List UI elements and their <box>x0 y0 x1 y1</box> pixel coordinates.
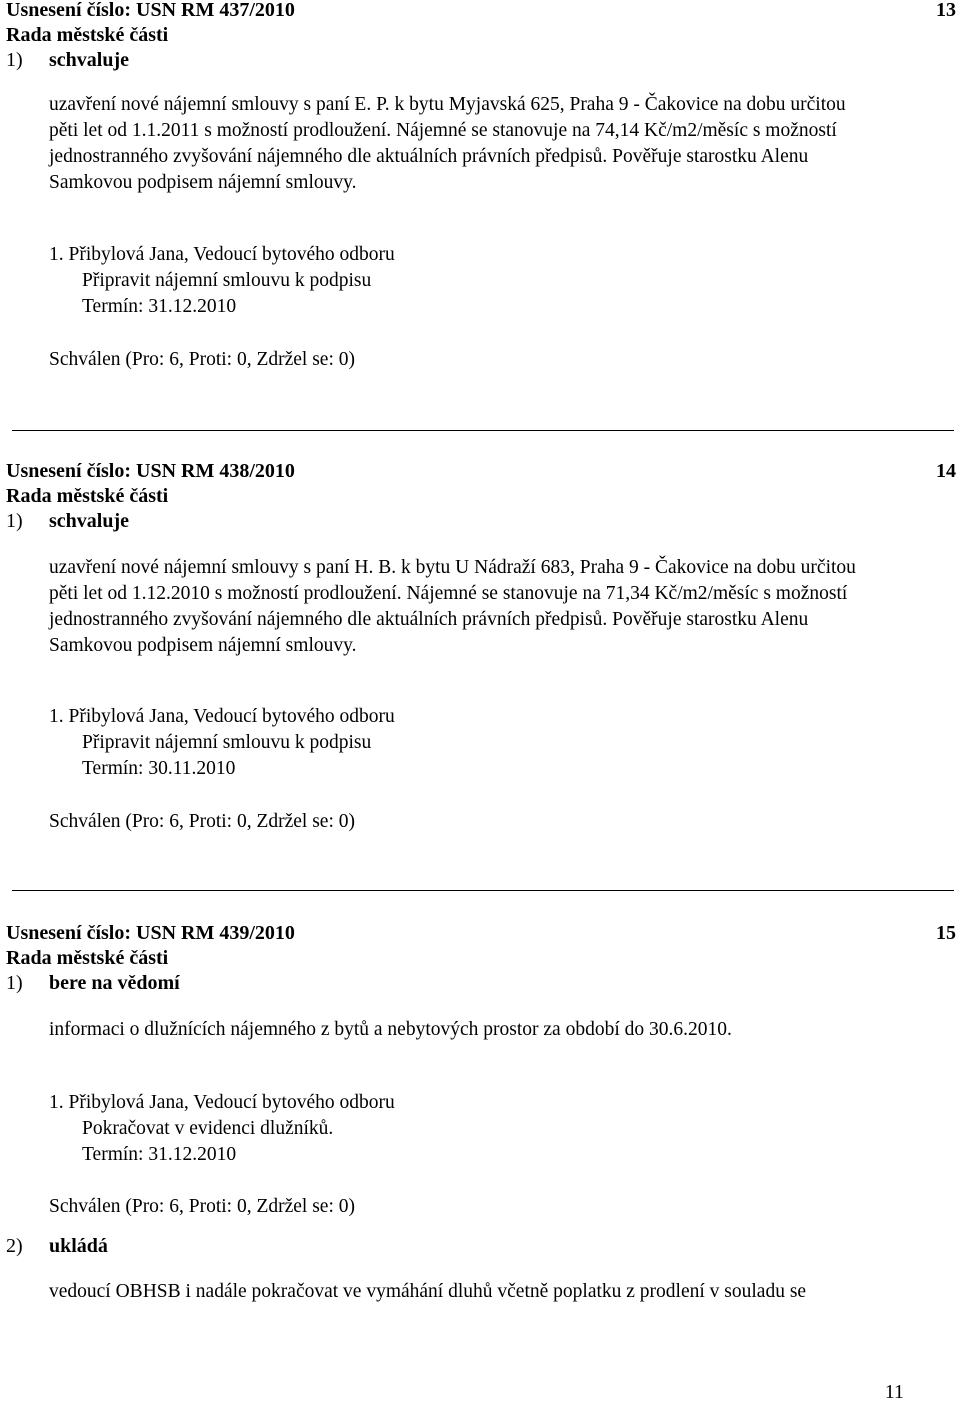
task-deadline: Termín: 31.12.2010 <box>82 296 237 317</box>
text-line: jednostranného zvyšování nájemného dle aktuálních právních předpisů. Pověřuje starostku Alenu <box>49 609 809 630</box>
item-text <box>49 92 846 196</box>
item-verb: ukládá <box>49 1235 108 1257</box>
item-number: 1) <box>6 972 23 994</box>
task-action: Pokračovat v evidenci dlužníků. <box>82 1118 334 1139</box>
council-label: Rada městské části <box>6 485 169 507</box>
task-person: 1. Přibylová Jana, Vedoucí bytového odboru <box>49 706 395 727</box>
text-line: uzavření nové nájemní smlouvy s paní H. B. k bytu U Nádraží 683, Praha 9 - Čakovice na dobu určitou <box>49 557 856 578</box>
item-number: 1) <box>6 49 23 71</box>
resolution-title: Usnesení číslo: USN RM 438/2010 <box>6 460 295 482</box>
item-text <box>49 1017 732 1043</box>
resolution-title: Usnesení číslo: USN RM 437/2010 <box>6 0 295 21</box>
resolution-number: 14 <box>936 460 956 482</box>
vote-result: Schválen (Pro: 6, Proti: 0, Zdržel se: 0) <box>49 811 355 832</box>
text-line: pěti let od 1.12.2010 s možností prodloužení. Nájemné se stanovuje na 71,34 Kč/m2/měsíc s možností <box>49 583 848 604</box>
page-number: 11 <box>884 1381 904 1403</box>
text-line: pěti let od 1.1.2011 s možností prodloužení. Nájemné se stanovuje na 74,14 Kč/m2/měsíc s možností <box>49 120 837 141</box>
task-person: 1. Přibylová Jana, Vedoucí bytového odboru <box>49 1092 395 1113</box>
item-number: 1) <box>6 510 23 532</box>
task-action: Připravit nájemní smlouvu k podpisu <box>82 270 372 291</box>
council-label: Rada městské části <box>6 24 169 46</box>
text-line: Samkovou podpisem nájemní smlouvy. <box>49 635 357 656</box>
council-label: Rada městské části <box>6 947 169 969</box>
text-line: jednostranného zvyšování nájemného dle aktuálních právních předpisů. Pověřuje starostku Alenu <box>49 146 809 167</box>
text-line: informaci o dlužnících nájemného z bytů a nebytových prostor za období do 30.6.2010. <box>49 1019 732 1040</box>
item-text <box>49 1279 806 1305</box>
task-deadline: Termín: 31.12.2010 <box>82 1144 237 1165</box>
item-text <box>49 555 856 659</box>
text-line: vedoucí OBHSB i nadále pokračovat ve vymáhání dluhů včetně poplatku z prodlení v souladu se <box>49 1281 807 1302</box>
separator-rule <box>12 430 954 431</box>
item-verb: bere na vědomí <box>49 972 180 994</box>
resolution-title: Usnesení číslo: USN RM 439/2010 <box>6 922 295 944</box>
item-verb: schvaluje <box>49 510 129 532</box>
vote-result: Schválen (Pro: 6, Proti: 0, Zdržel se: 0) <box>49 349 355 370</box>
resolution-number: 15 <box>936 922 956 944</box>
text-line: uzavření nové nájemní smlouvy s paní E. P. k bytu Myjavská 625, Praha 9 - Čakovice na dobu určitou <box>49 94 846 115</box>
item-number: 2) <box>6 1235 23 1257</box>
task-deadline: Termín: 30.11.2010 <box>82 758 236 779</box>
task-action: Připravit nájemní smlouvu k podpisu <box>82 732 372 753</box>
separator-rule <box>12 890 954 891</box>
text-line: Samkovou podpisem nájemní smlouvy. <box>49 172 357 193</box>
task-person: 1. Přibylová Jana, Vedoucí bytového odboru <box>49 244 395 265</box>
resolution-number: 13 <box>936 0 956 21</box>
item-verb: schvaluje <box>49 49 129 71</box>
vote-result: Schválen (Pro: 6, Proti: 0, Zdržel se: 0) <box>49 1196 355 1217</box>
